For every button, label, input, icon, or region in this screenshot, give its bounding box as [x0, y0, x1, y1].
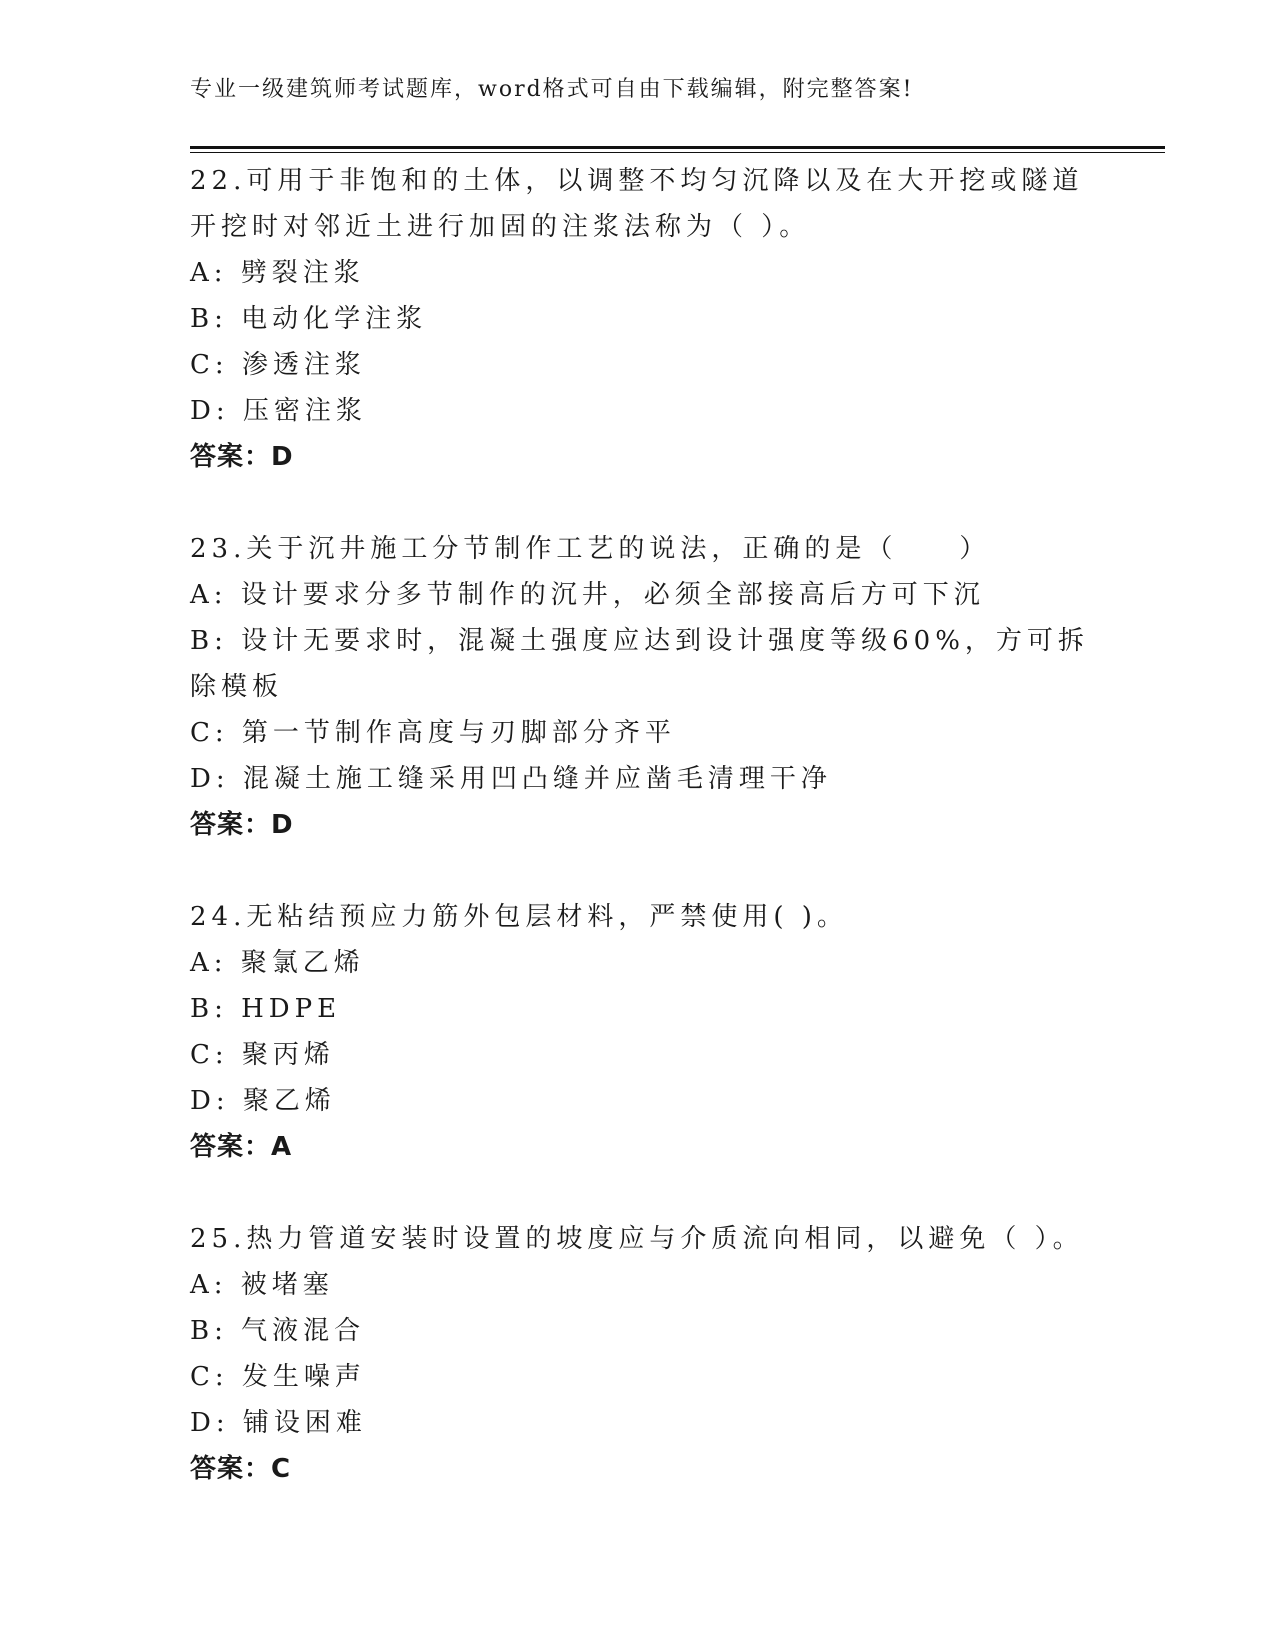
option-d: D: 聚乙烯 — [190, 1086, 336, 1116]
question-stem: 23.关于沉井施工分节制作工艺的说法，正确的是（ ） — [190, 534, 991, 564]
option-c: C: 发生噪声 — [190, 1362, 366, 1392]
question-stem: 24.无粘结预应力筋外包层材料，严禁使用( )。 — [190, 902, 848, 932]
question-25 — [190, 1216, 1090, 1492]
answer-line: 答案：A — [190, 1132, 293, 1162]
option-c: C: 聚丙烯 — [190, 1040, 335, 1070]
option-c: C: 渗透注浆 — [190, 350, 366, 380]
answer-line: 答案：D — [190, 810, 294, 840]
option-a: A: 聚氯乙烯 — [190, 948, 365, 978]
header-divider-thick — [190, 146, 1165, 149]
question-22 — [190, 158, 1090, 480]
answer-line: 答案：C — [190, 1454, 292, 1484]
option-a: A: 劈裂注浆 — [190, 258, 365, 288]
option-b: B: 设计无要求时，混凝土强度应达到设计强度等级60%，方可拆除模板 — [190, 626, 1089, 702]
answer-line: 答案：D — [190, 442, 294, 472]
option-b: B: 气液混合 — [190, 1316, 366, 1346]
header-divider-thin — [190, 152, 1165, 153]
option-d: D: 铺设困难 — [190, 1408, 367, 1438]
option-d: D: 混凝土施工缝采用凹凸缝并应凿毛清理干净 — [190, 764, 832, 794]
option-b: B: 电动化学注浆 — [190, 304, 428, 334]
question-stem: 25.热力管道安装时设置的坡度应与介质流向相同，以避免（ ）。 — [190, 1224, 1084, 1254]
option-a: A: 被堵塞 — [190, 1270, 334, 1300]
question-23 — [190, 526, 1090, 848]
question-list — [190, 158, 1090, 1538]
question-24 — [190, 894, 1090, 1170]
option-a: A: 设计要求分多节制作的沉井，必须全部接高后方可下沉 — [190, 580, 985, 610]
question-stem: 22.可用于非饱和的土体，以调整不均匀沉降以及在大开挖或隧道开挖时对邻近土进行加固的注浆法称为（ ）。 — [190, 166, 1084, 242]
option-c: C: 第一节制作高度与刃脚部分齐平 — [190, 718, 676, 748]
option-d: D: 压密注浆 — [190, 396, 367, 426]
page-header: 专业一级建筑师考试题库，word格式可自由下载编辑，附完整答案! — [190, 77, 914, 102]
option-b: B: HDPE — [190, 994, 342, 1024]
